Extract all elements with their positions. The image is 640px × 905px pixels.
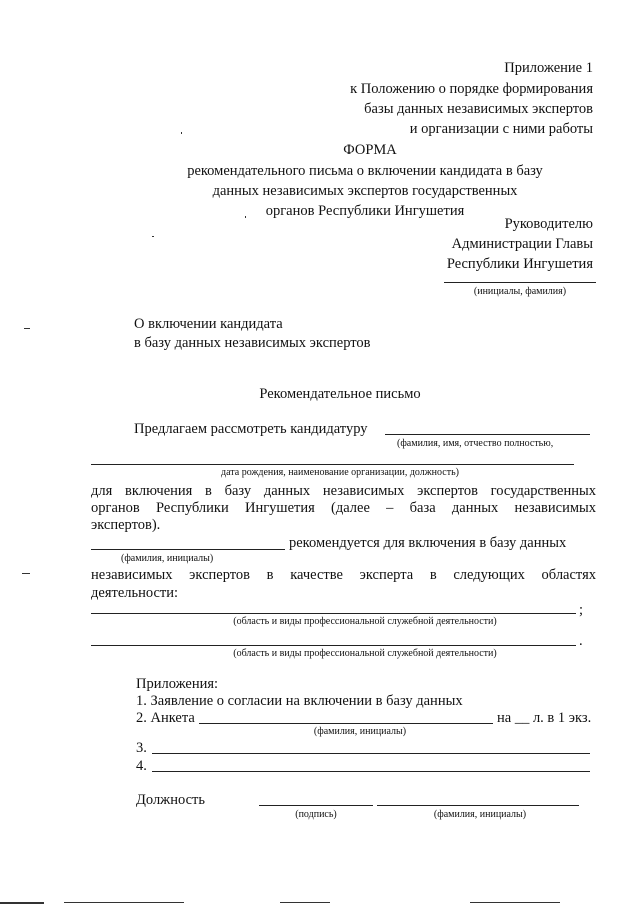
addressee-line-3: Республики Ингушетия xyxy=(446,256,593,272)
annex-line-4: и организации с ними работы xyxy=(409,121,593,137)
attachment-4-field[interactable] xyxy=(152,771,590,772)
area-semicolon: ; xyxy=(579,602,584,618)
annex-line-1: Приложение 1 xyxy=(504,60,593,76)
signature-field[interactable] xyxy=(259,805,373,806)
scan-speck xyxy=(24,328,30,329)
purpose-line-3: экспертов). xyxy=(91,517,161,533)
scan-speck xyxy=(64,902,184,903)
purpose-line-2: органов Республики Ингушетия (далее – база данных независимых xyxy=(91,500,596,516)
attachment-item-2-prefix: 2. Анкета xyxy=(136,710,195,726)
addressee-name-field[interactable] xyxy=(444,282,596,283)
attachment-item-2-suffix: на __ л. в 1 экз. xyxy=(497,710,592,726)
candidate-details-field[interactable] xyxy=(91,464,574,465)
area-period: . xyxy=(579,633,583,649)
scan-speck xyxy=(245,216,246,218)
caption-signature-name: (фамилия, инициалы) xyxy=(433,809,527,820)
areas-line-1: независимых экспертов в качестве эксперта в следующих областях xyxy=(91,567,596,583)
scan-speck xyxy=(470,902,560,903)
attachment-item-1: 1. Заявление о согласии на включении в базу данных xyxy=(136,693,463,709)
annex-line-3: базы данных независимых экспертов xyxy=(364,101,593,117)
annex-line-2: к Положению о порядке формирования xyxy=(350,81,593,97)
attachment-2-caption: (фамилия, инициалы) xyxy=(313,726,407,737)
subject-line-2: в базу данных независимых экспертов xyxy=(134,335,371,351)
addressee-line-2: Администрации Главы xyxy=(451,236,593,252)
recommended-text: рекомендуется для включения в базу данных xyxy=(289,535,567,551)
area-field-1[interactable] xyxy=(91,613,576,614)
form-title-line-1: ФОРМА xyxy=(343,142,397,158)
caption-signature: (подпись) xyxy=(295,809,337,820)
caption-birth-org: дата рождения, наименование организации, должность) xyxy=(221,467,459,478)
purpose-line-1: для включения в базу данных независимых экспертов государственных xyxy=(91,483,596,499)
caption-fio-full: (фамилия, имя, отчество полностью, xyxy=(397,438,554,449)
scan-speck xyxy=(280,902,330,903)
candidate-short-name-field[interactable] xyxy=(91,549,285,550)
scan-speck xyxy=(181,132,182,134)
form-title-line-2: рекомендательного письма о включении кандидата в базу xyxy=(187,163,543,179)
attachment-3-field[interactable] xyxy=(152,753,590,754)
scan-speck xyxy=(152,236,154,237)
attachment-item-4: 4. xyxy=(136,758,147,774)
signature-name-field[interactable] xyxy=(377,805,579,806)
subject-line-1: О включении кандидата xyxy=(134,316,283,332)
letter-heading: Рекомендательное письмо xyxy=(259,386,421,402)
addressee-caption: (инициалы, фамилия) xyxy=(473,286,567,297)
attachment-2-name-field[interactable] xyxy=(199,723,493,724)
candidate-full-name-field[interactable] xyxy=(385,434,590,435)
caption-area-2: (область и виды профессиональной служебной деятельности) xyxy=(233,648,497,659)
areas-line-2: деятельности: xyxy=(91,585,179,601)
caption-area-1: (область и виды профессиональной служебной деятельности) xyxy=(233,616,497,627)
area-field-2[interactable] xyxy=(91,645,576,646)
scan-speck xyxy=(0,902,44,904)
caption-fio-short: (фамилия, инициалы) xyxy=(121,553,214,564)
attachment-item-3: 3. xyxy=(136,740,147,756)
addressee-line-1: Руководителю xyxy=(504,216,593,232)
signature-position: Должность xyxy=(136,792,205,808)
attachments-title: Приложения: xyxy=(136,676,219,692)
scan-speck xyxy=(22,573,30,574)
propose-text: Предлагаем рассмотреть кандидатуру xyxy=(134,421,368,437)
form-title-line-3: данных независимых экспертов государственных xyxy=(212,183,518,199)
form-title-line-4: органов Республики Ингушетия xyxy=(265,203,465,219)
